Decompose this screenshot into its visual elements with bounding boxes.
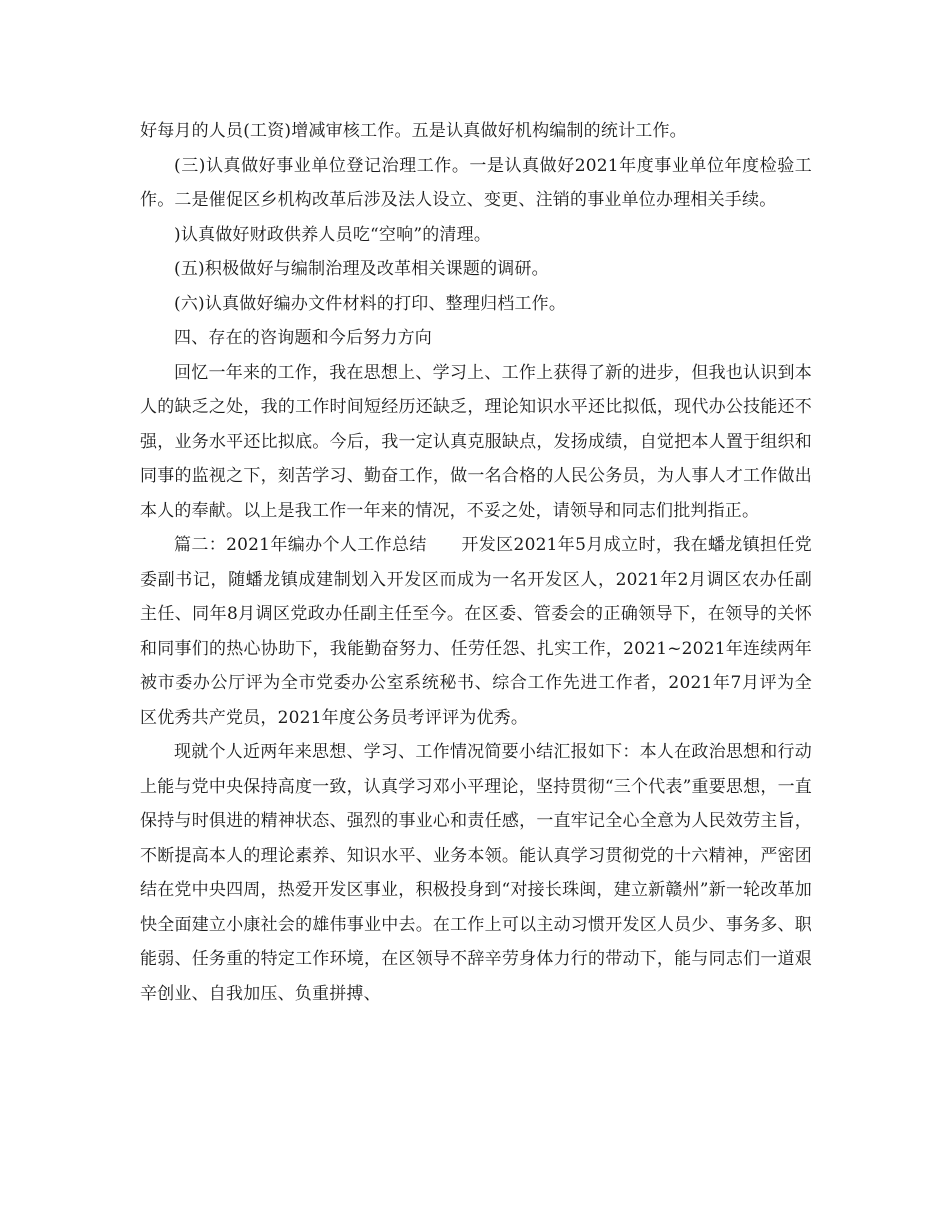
paragraph-continuation: 好每月的人员(工资)增减审核工作。五是认真做好机构编制的统计工作。	[140, 121, 687, 141]
section-heading-4: 四、存在的咨询题和今后努力方向	[174, 328, 432, 348]
paragraph-item-5: (五)积极做好与编制治理及改革相关课题的调研。	[174, 259, 549, 279]
paragraph-part-two: 篇二：2021年编办个人工作总结 开发区2021年5月成立时，我在蟠龙镇担任党委副书记，随蟠龙镇成建制划入开发区而成为一名开发区人，2021年2月调区农办任副主任、同年8月调区党政办任副主任至今。在区委、管委会的正确领导下，在领导的关怀和同事们的热心协助下，我能勤奋努力、任劳任怨、扎实工作，2021~2021年连续两年被市委办公厅评为全市党委办公室系统秘书、综合工作先进工作者，2021年7月评为全区优秀共产党员，2021年度公务员考评评为优秀。	[140, 535, 812, 728]
paragraph-review: 回忆一年来的工作，我在思想上、学习上、工作上获得了新的进步，但我也认识到本人的缺乏之处，我的工作时间短经历还缺乏，理论知识水平还比拟低，现代办公技能还不强，业务水平还比拟底。今后，我一定认真克服缺点，发扬成绩，自觉把本人置于组织和同事的监视之下，刻苦学习、勤奋工作，做一名合格的人民公务员，为人事人才工作做出本人的奉献。以上是我工作一年来的情况，不妥之处，请领导和同志们批判指正。	[140, 362, 812, 521]
paragraph-item-6: (六)认真做好编办文件材料的打印、整理归档工作。	[174, 293, 567, 314]
document-body	[140, 114, 812, 1011]
paragraph-item-3: (三)认真做好事业单位登记治理工作。一是认真做好2021年度事业单位年度检验工作。二是催促区乡机构改革后涉及法人设立、变更、注销的事业单位办理相关手续。	[140, 155, 812, 210]
paragraph-item-4: )认真做好财政供养人员吃“空响”的清理。	[174, 224, 492, 245]
paragraph-summary: 现就个人近两年来思想、学习、工作情况简要小结汇报如下：本人在政治思想和行动上能与党中央保持高度一致，认真学习邓小平理论，坚持贯彻“三个代表”重要思想，一直保持与时俱进的精神状态、强烈的事业心和责任感，一直牢记全心全意为人民效劳主旨，不断提高本人的理论素养、知识水平、业务本领。能认真学习贯彻党的十六精神，严密团结在党中央四周，热爱开发区事业，积极投身到“对接长珠闽，建立新赣州”新一轮改革加快全面建立小康社会的雄伟事业中去。在工作上可以主动习惯开发区人员少、事务多、职能弱、任务重的特定工作环境，在区领导不辞辛劳身体力行的带动下，能与同志们一道艰辛创业、自我加压、负重拼搏、	[140, 742, 812, 1004]
